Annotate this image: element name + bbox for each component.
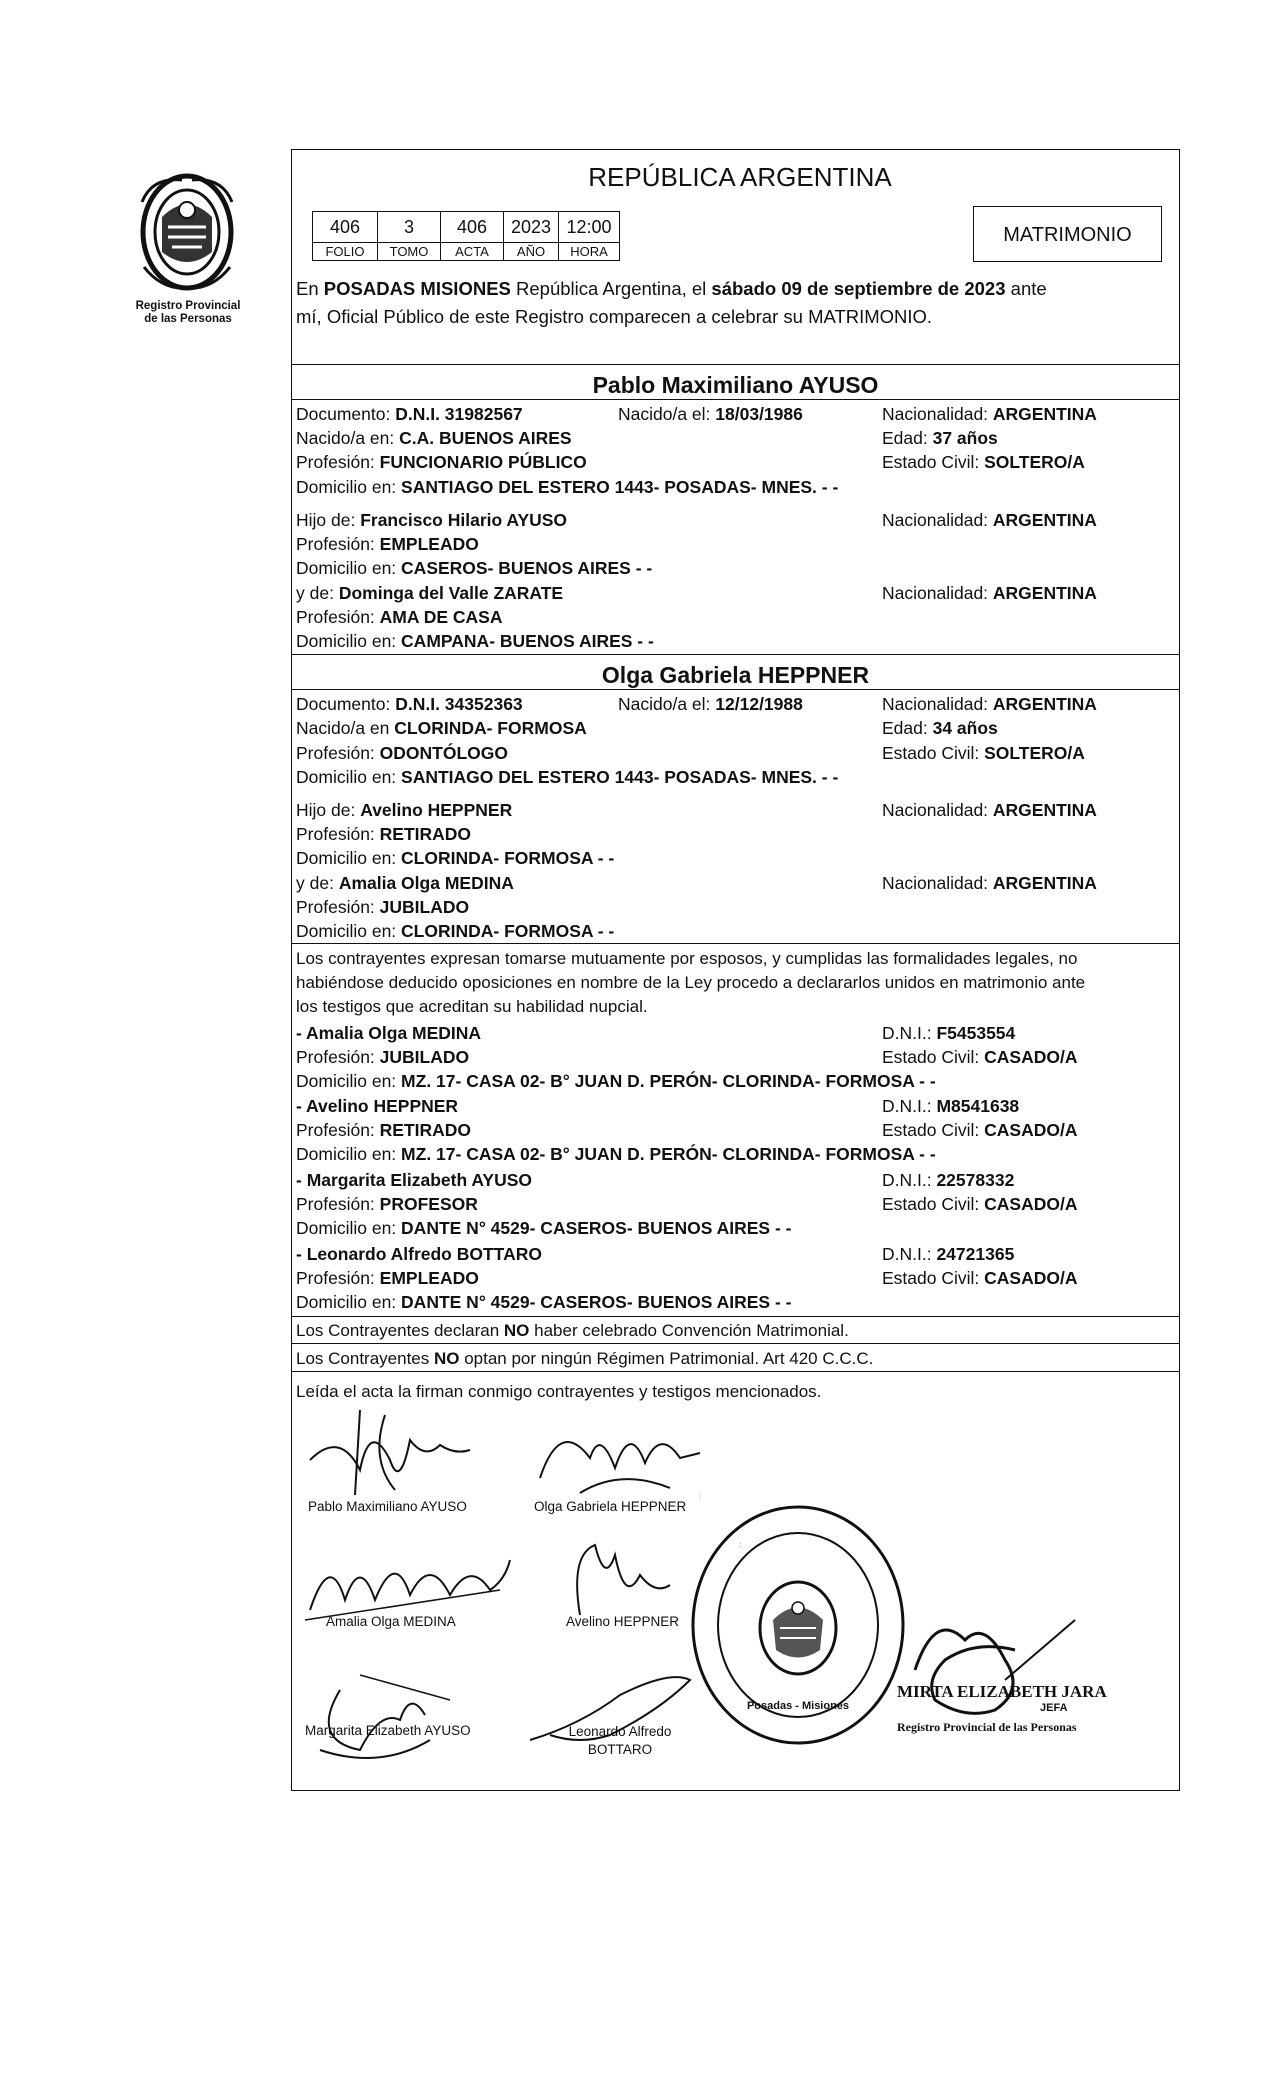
intro-date: sábado 09 de septiembre de 2023 [711,278,1006,299]
logo-caption-line2: de las Personas [144,313,232,326]
value: ARGENTINA [992,404,1097,424]
value: FUNCIONARIO PÚBLICO [379,452,587,472]
label: y de: [296,873,339,893]
value: DANTE N° 4529- CASEROS- BUENOS AIRES - - [401,1218,792,1238]
spouse1-mother [296,585,563,603]
witness-address [296,1294,791,1312]
spouse2-document [296,696,523,714]
spouse1-mother-profession [296,609,502,627]
label: Profesión: [296,452,380,472]
value: Dominga del Valle ZARATE [338,583,564,603]
label: Nacionalidad: [882,583,993,603]
witness-civil-status [882,1122,1077,1140]
label: D.N.I.: [882,1023,937,1043]
label: Profesión: [296,1268,380,1288]
anio-value: 2023 [504,212,559,243]
value: - Amalia Olga MEDINA [296,1023,482,1043]
official-name: MIRTA ELIZABETH JARA [897,1682,1107,1701]
signature-scribble-2 [520,1408,720,1508]
logo-caption-line1: Registro Provincial [135,300,241,312]
regime-statement [296,1350,873,1367]
registration-table [312,211,620,261]
signature-label-2: Olga Gabriela HEPPNER [534,1499,687,1514]
label: Domicilio en: [296,558,402,578]
intro-text: En [296,278,324,299]
signature-scribble-1 [300,1400,480,1510]
value: SOLTERO/A [984,452,1085,472]
value: CAMPANA- BUENOS AIRES - - [401,631,654,651]
official-stamp [688,1500,908,1750]
label: Profesión: [296,607,380,627]
divider-convention-end [291,1343,1180,1344]
value: Francisco Hilario AYUSO [360,510,568,530]
label: D.N.I.: [882,1170,937,1190]
value: Amalia Olga MEDINA [338,873,514,893]
spouse2-father-nationality [882,802,1097,820]
label: Estado Civil: [882,452,985,472]
country-title: REPÚBLICA ARGENTINA [588,162,892,192]
label: Domicilio en: [296,477,402,497]
value: ARGENTINA [992,510,1097,530]
label: Domicilio en: [296,921,402,941]
value: CLORINDA- FORMOSA - - [401,848,615,868]
stamp-city: Posadas - Misiones [746,1700,850,1712]
signature-label-5: Margarita Elizabeth AYUSO [305,1723,471,1738]
label: Nacido/a en [296,718,395,738]
value: SOLTERO/A [984,743,1085,763]
value: SANTIAGO DEL ESTERO 1443- POSADAS- MNES. - - [401,477,839,497]
spouse1-address [296,479,838,497]
stamp-inner-text [740,1540,741,1550]
value: CASADO/A [984,1047,1078,1067]
spouse1-father-nationality [882,512,1097,530]
intro-place: POSADAS MISIONES [323,278,511,299]
label: Estado Civil: [882,1120,985,1140]
label: Estado Civil: [882,1194,985,1214]
value: CASADO/A [984,1194,1078,1214]
stamp-ring-text [700,1490,701,1502]
value: F5453554 [936,1023,1016,1043]
value: 12/12/1988 [715,694,803,714]
witness-civil-status [882,1196,1077,1214]
spouse1-name: Pablo Maximiliano AYUSO [592,372,879,398]
label: Documento: [296,404,396,424]
registry-logo [132,172,242,294]
spouse1-father-address [296,560,652,578]
label: y de: [296,583,339,603]
value: EMPLEADO [379,1268,479,1288]
value: MZ. 17- CASA 02- B° JUAN D. PERÓN- CLORINDA- FORMOSA - - [401,1071,936,1091]
witness-dni [882,1025,1015,1043]
value: AMA DE CASA [379,607,503,627]
label: D.N.I.: [882,1244,937,1264]
divider-header [291,364,1180,365]
label: Domicilio en: [296,1218,402,1238]
value: 22578332 [936,1170,1015,1190]
intro-line1 [296,280,1047,299]
text: haber celebrado Convención Matrimonial. [529,1321,849,1340]
divider-spouse1-end [291,654,1180,655]
spouse1-birthplace [296,430,572,448]
value: RETIRADO [379,824,472,844]
spouse2-name: Olga Gabriela HEPPNER [601,662,870,688]
witness-profession [296,1122,471,1140]
label: Edad: [882,718,933,738]
value: ODONTÓLOGO [379,743,508,763]
label: Nacionalidad: [882,800,993,820]
value: CASADO/A [984,1268,1078,1288]
witness-civil-status [882,1270,1077,1288]
label: Documento: [296,694,396,714]
witness-dni [882,1246,1014,1264]
witness-profession [296,1196,478,1214]
acta-label: ACTA [441,243,504,261]
value: M8541638 [936,1096,1020,1116]
spouse2-father [296,802,512,820]
value: PROFESOR [379,1194,478,1214]
value: Avelino HEPPNER [360,800,513,820]
witness-address [296,1073,936,1091]
label: Profesión: [296,1194,380,1214]
signature-scribble-4 [550,1525,680,1625]
spouse2-civil-status [882,745,1085,763]
label: Estado Civil: [882,1268,985,1288]
label: Nacionalidad: [882,873,993,893]
value: 24721365 [936,1244,1015,1264]
value: 37 años [932,428,998,448]
divider-witnesses-end [291,1316,1180,1317]
hora-value: 12:00 [559,212,620,243]
spouse1-age [882,430,998,448]
label: Domicilio en: [296,767,402,787]
negation: NO [503,1321,530,1340]
label: Nacionalidad: [882,694,993,714]
text: Los Contrayentes declaran [296,1321,504,1340]
act-type: MATRIMONIO [1003,224,1132,246]
label: Nacido/a el: [618,404,716,424]
label: Edad: [882,428,933,448]
spouse2-mother [296,875,514,893]
value: MZ. 17- CASA 02- B° JUAN D. PERÓN- CLORINDA- FORMOSA - - [401,1144,936,1164]
value: ARGENTINA [992,873,1097,893]
value: CLORINDA- FORMOSA - - [401,921,615,941]
label: Hijo de: [296,800,361,820]
divider-regime-end [291,1371,1180,1372]
official-role: JEFA [1040,1702,1068,1714]
value: EMPLEADO [379,534,479,554]
text: Los Contrayentes [296,1349,434,1368]
declaration-line3: los testigos que acreditan su habilidad nupcial. [296,997,648,1016]
spouse1-birthdate [618,406,803,424]
spouse1-mother-address [296,633,654,651]
tomo-label: TOMO [378,243,441,261]
spouse2-birthdate [618,696,803,714]
signature-label-6-line1: Leonardo Alfredo [568,1724,672,1739]
value: C.A. BUENOS AIRES [399,428,572,448]
label: Hijo de: [296,510,361,530]
tomo-value: 3 [378,212,441,243]
acta-value: 406 [441,212,504,243]
label: Profesión: [296,1047,380,1067]
spouse2-birthplace [296,720,587,738]
value: SANTIAGO DEL ESTERO 1443- POSADAS- MNES. - - [401,767,839,787]
divider-spouse2-end [291,943,1180,944]
label: Estado Civil: [882,1047,985,1067]
label: Nacionalidad: [882,404,993,424]
value: D.N.I. 31982567 [395,404,523,424]
value: D.N.I. 34352363 [395,694,523,714]
label: Profesión: [296,534,380,554]
spouse1-document [296,406,523,424]
convention-statement [296,1322,849,1339]
hora-label: HORA [559,243,620,261]
signature-scribble-5 [300,1660,480,1770]
spouse1-father [296,512,567,530]
text: optan por ningún Régimen Patrimonial. Art 420 C.C.C. [459,1349,874,1368]
signature-label-6-line2: BOTTARO [587,1741,653,1757]
value: 18/03/1986 [715,404,803,424]
value: JUBILADO [379,1047,470,1067]
value: DANTE N° 4529- CASEROS- BUENOS AIRES - - [401,1292,792,1312]
value: ARGENTINA [992,583,1097,603]
spouse2-nationality [882,696,1097,714]
witness-dni [882,1098,1019,1116]
divider-spouse2-title [291,689,1180,690]
anio-label: AÑO [504,243,559,261]
signature-label-4: Avelino HEPPNER [566,1614,680,1629]
witness-profession [296,1270,479,1288]
witness-name [296,1172,532,1190]
label: Domicilio en: [296,1144,402,1164]
spouse1-father-profession [296,536,479,554]
declaration-line1: Los contrayentes expresan tomarse mutuamente por esposos, y cumplidas las formalidades legales, no [296,949,1078,968]
spouse2-age [882,720,998,738]
spouse2-father-profession [296,826,471,844]
intro-line2: mí, Oficial Público de este Registro comparecen a celebrar su MATRIMONIO. [296,306,933,327]
spouse1-mother-nationality [882,585,1097,603]
spouse1-civil-status [882,454,1085,472]
witness-address [296,1220,791,1238]
label: Profesión: [296,897,380,917]
signature-label-6 [540,1723,700,1758]
witness-name [296,1025,481,1043]
declaration-line2: habiéndose deducido oposiciones en nombre de la Ley procedo a declararlos unidos en matrimonio ante [296,973,1086,992]
label: Domicilio en: [296,1292,402,1312]
divider-spouse1-title [291,399,1180,400]
value: 34 años [932,718,998,738]
label: Profesión: [296,743,380,763]
spouse2-mother-address [296,923,614,941]
signature-label-3: Amalia Olga MEDINA [326,1614,456,1629]
spouse2-address [296,769,838,787]
spouse2-profession [296,745,508,763]
label: D.N.I.: [882,1096,937,1116]
label: Estado Civil: [882,743,985,763]
value: JUBILADO [379,897,470,917]
label: Domicilio en: [296,631,402,651]
label: Nacido/a en: [296,428,400,448]
witness-civil-status [882,1049,1077,1067]
spouse2-mother-nationality [882,875,1097,893]
label: Profesión: [296,1120,380,1140]
official-office: Registro Provincial de las Personas [897,1720,1077,1734]
logo-caption [108,300,268,326]
signature-label-1: Pablo Maximiliano AYUSO [308,1499,467,1514]
witness-profession [296,1049,469,1067]
closing-statement: Leída el acta la firman conmigo contrayentes y testigos mencionados. [296,1382,822,1401]
witness-dni [882,1172,1014,1190]
witness-name [296,1098,458,1116]
value: - Margarita Elizabeth AYUSO [296,1170,532,1190]
label: Profesión: [296,824,380,844]
spouse2-father-address [296,850,614,868]
spouse1-nationality [882,406,1097,424]
witness-name [296,1246,542,1264]
value: ARGENTINA [992,694,1097,714]
value: CASEROS- BUENOS AIRES - - [401,558,653,578]
spouse1-profession [296,454,587,472]
value: CASADO/A [984,1120,1078,1140]
spouse2-mother-profession [296,899,469,917]
value: RETIRADO [379,1120,472,1140]
folio-value: 406 [313,212,378,243]
negation: NO [433,1349,460,1368]
intro-text: ante [1005,278,1047,299]
label: Nacionalidad: [882,510,993,530]
value: ARGENTINA [992,800,1097,820]
value: CLORINDA- FORMOSA [394,718,587,738]
value: - Leonardo Alfredo BOTTARO [296,1244,542,1264]
label: Domicilio en: [296,848,402,868]
label: Domicilio en: [296,1071,402,1091]
label: Nacido/a el: [618,694,716,714]
witness-address [296,1146,936,1164]
value: - Avelino HEPPNER [296,1096,459,1116]
intro-text: República Argentina, el [510,278,712,299]
folio-label: FOLIO [313,243,378,261]
